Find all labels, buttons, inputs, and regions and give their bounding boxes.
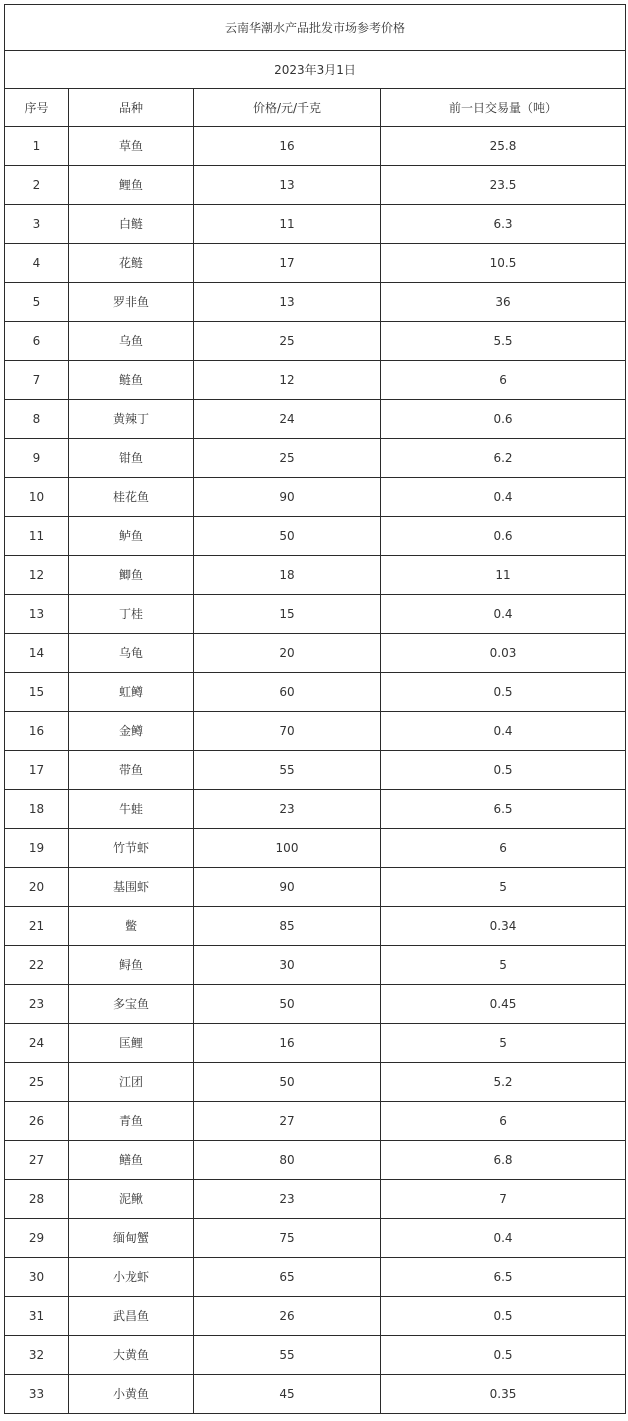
table-row [5,244,626,283]
cell-index: 32 [5,1336,69,1375]
table-row [5,517,626,556]
cell-index: 20 [5,868,69,907]
table-row [5,1141,626,1180]
cell-price: 45 [194,1375,381,1414]
cell-price: 25 [194,322,381,361]
table-row [5,673,626,712]
cell-price: 24 [194,400,381,439]
header-price: 价格/元/千克 [194,89,381,127]
cell-volume: 6.8 [381,1141,626,1180]
cell-index: 27 [5,1141,69,1180]
cell-variety: 花鲢 [69,244,194,283]
cell-variety: 丁桂 [69,595,194,634]
cell-index: 23 [5,985,69,1024]
cell-price: 23 [194,790,381,829]
cell-price: 26 [194,1297,381,1336]
table-row [5,595,626,634]
cell-price: 75 [194,1219,381,1258]
table-row [5,634,626,673]
cell-index: 12 [5,556,69,595]
header-variety: 品种 [69,89,194,127]
table-body [5,5,626,1414]
cell-index: 16 [5,712,69,751]
cell-variety: 小黄鱼 [69,1375,194,1414]
table-row [5,907,626,946]
table-row [5,1102,626,1141]
cell-volume: 5 [381,1024,626,1063]
cell-price: 11 [194,205,381,244]
table-row [5,439,626,478]
cell-volume: 0.03 [381,634,626,673]
table-row [5,400,626,439]
cell-volume: 0.6 [381,517,626,556]
header-row [5,89,626,127]
table-row [5,790,626,829]
table-row [5,1336,626,1375]
cell-variety: 江团 [69,1063,194,1102]
cell-price: 15 [194,595,381,634]
cell-index: 14 [5,634,69,673]
cell-volume: 36 [381,283,626,322]
table-row [5,712,626,751]
cell-price: 12 [194,361,381,400]
cell-index: 1 [5,127,69,166]
table-row [5,868,626,907]
cell-variety: 草鱼 [69,127,194,166]
table-row [5,751,626,790]
cell-index: 3 [5,205,69,244]
cell-variety: 竹节虾 [69,829,194,868]
cell-price: 50 [194,1063,381,1102]
cell-volume: 0.5 [381,1336,626,1375]
cell-price: 20 [194,634,381,673]
cell-variety: 基围虾 [69,868,194,907]
table-row [5,322,626,361]
cell-variety: 带鱼 [69,751,194,790]
cell-index: 28 [5,1180,69,1219]
cell-variety: 鲫鱼 [69,556,194,595]
table-row [5,1375,626,1414]
cell-price: 80 [194,1141,381,1180]
cell-volume: 5.5 [381,322,626,361]
cell-index: 22 [5,946,69,985]
cell-price: 16 [194,127,381,166]
cell-volume: 6 [381,829,626,868]
cell-volume: 5 [381,946,626,985]
cell-price: 65 [194,1258,381,1297]
cell-index: 7 [5,361,69,400]
cell-volume: 25.8 [381,127,626,166]
cell-volume: 0.6 [381,400,626,439]
table-row [5,361,626,400]
table-row [5,1063,626,1102]
cell-variety: 鳝鱼 [69,1141,194,1180]
cell-variety: 多宝鱼 [69,985,194,1024]
cell-variety: 鲈鱼 [69,517,194,556]
cell-variety: 金鳟 [69,712,194,751]
cell-index: 17 [5,751,69,790]
cell-variety: 匡鲤 [69,1024,194,1063]
cell-price: 60 [194,673,381,712]
table-row [5,946,626,985]
cell-index: 19 [5,829,69,868]
cell-price: 17 [194,244,381,283]
cell-volume: 6.5 [381,1258,626,1297]
cell-volume: 0.4 [381,595,626,634]
cell-volume: 5.2 [381,1063,626,1102]
cell-volume: 0.4 [381,712,626,751]
cell-index: 8 [5,400,69,439]
cell-index: 6 [5,322,69,361]
cell-volume: 6 [381,361,626,400]
cell-volume: 0.5 [381,673,626,712]
cell-price: 16 [194,1024,381,1063]
table-title: 云南华潮水产品批发市场参考价格 [5,5,626,51]
cell-price: 13 [194,166,381,205]
table-row [5,1024,626,1063]
cell-index: 21 [5,907,69,946]
cell-index: 5 [5,283,69,322]
table-row [5,127,626,166]
table-row [5,478,626,517]
cell-variety: 乌鱼 [69,322,194,361]
cell-volume: 11 [381,556,626,595]
cell-price: 70 [194,712,381,751]
table-row [5,1219,626,1258]
cell-variety: 罗非鱼 [69,283,194,322]
cell-price: 90 [194,868,381,907]
cell-index: 31 [5,1297,69,1336]
cell-price: 50 [194,985,381,1024]
cell-volume: 6.3 [381,205,626,244]
cell-variety: 大黄鱼 [69,1336,194,1375]
cell-variety: 缅甸蟹 [69,1219,194,1258]
cell-variety: 青鱼 [69,1102,194,1141]
cell-volume: 5 [381,868,626,907]
table-row [5,205,626,244]
cell-index: 29 [5,1219,69,1258]
cell-index: 33 [5,1375,69,1414]
table-row [5,1258,626,1297]
table-row [5,1180,626,1219]
cell-variety: 虹鳟 [69,673,194,712]
cell-price: 100 [194,829,381,868]
cell-volume: 0.35 [381,1375,626,1414]
cell-price: 50 [194,517,381,556]
table-row [5,166,626,205]
cell-index: 18 [5,790,69,829]
cell-price: 55 [194,1336,381,1375]
cell-price: 25 [194,439,381,478]
cell-volume: 0.5 [381,751,626,790]
cell-price: 18 [194,556,381,595]
cell-volume: 6.5 [381,790,626,829]
cell-variety: 武昌鱼 [69,1297,194,1336]
cell-variety: 牛蛙 [69,790,194,829]
header-volume: 前一日交易量（吨） [381,89,626,127]
table-row [5,283,626,322]
cell-index: 4 [5,244,69,283]
cell-index: 10 [5,478,69,517]
cell-price: 27 [194,1102,381,1141]
cell-index: 25 [5,1063,69,1102]
cell-index: 13 [5,595,69,634]
table-row [5,829,626,868]
cell-variety: 黄辣丁 [69,400,194,439]
cell-volume: 6.2 [381,439,626,478]
cell-price: 55 [194,751,381,790]
cell-variety: 钳鱼 [69,439,194,478]
cell-index: 9 [5,439,69,478]
cell-index: 15 [5,673,69,712]
cell-variety: 鳖 [69,907,194,946]
header-index: 序号 [5,89,69,127]
table-row [5,1297,626,1336]
cell-variety: 鲢鱼 [69,361,194,400]
cell-volume: 0.4 [381,1219,626,1258]
cell-volume: 23.5 [381,166,626,205]
cell-index: 24 [5,1024,69,1063]
table-row [5,985,626,1024]
cell-variety: 小龙虾 [69,1258,194,1297]
cell-volume: 0.4 [381,478,626,517]
cell-volume: 6 [381,1102,626,1141]
cell-price: 30 [194,946,381,985]
cell-price: 85 [194,907,381,946]
cell-volume: 0.5 [381,1297,626,1336]
cell-variety: 乌龟 [69,634,194,673]
cell-price: 23 [194,1180,381,1219]
cell-volume: 0.45 [381,985,626,1024]
cell-price: 90 [194,478,381,517]
cell-variety: 鲤鱼 [69,166,194,205]
price-table [4,4,626,1414]
cell-index: 30 [5,1258,69,1297]
date-row [5,51,626,89]
cell-variety: 泥鳅 [69,1180,194,1219]
cell-variety: 鲟鱼 [69,946,194,985]
cell-volume: 7 [381,1180,626,1219]
cell-volume: 0.34 [381,907,626,946]
cell-variety: 白鲢 [69,205,194,244]
table-row [5,556,626,595]
cell-price: 13 [194,283,381,322]
title-row [5,5,626,51]
cell-index: 11 [5,517,69,556]
cell-index: 2 [5,166,69,205]
table-date: 2023年3月1日 [5,51,626,89]
cell-volume: 10.5 [381,244,626,283]
cell-index: 26 [5,1102,69,1141]
cell-variety: 桂花鱼 [69,478,194,517]
